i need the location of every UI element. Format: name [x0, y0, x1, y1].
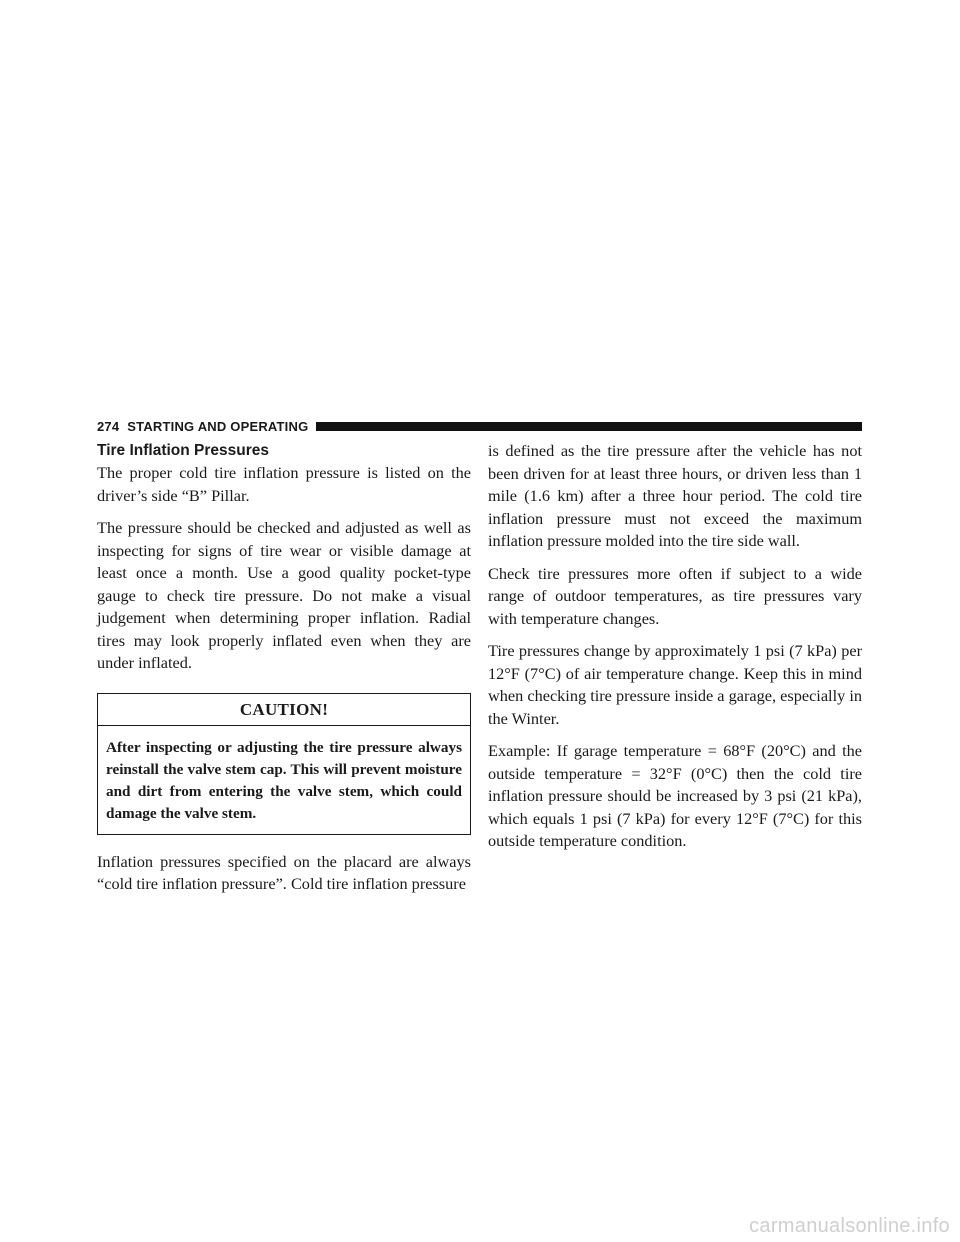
page-number: 274 — [97, 418, 120, 434]
right-column — [488, 440, 862, 863]
paragraph: Tire pressures change by approximately 1 psi (7 kPa) per 12°F (7°C) of air temperature change. Keep this in mind when checking tire pressure inside a garage, especially in the Winter. — [488, 641, 862, 728]
header-rule — [316, 422, 862, 431]
watermark: carmanualsonline.info — [749, 1215, 950, 1237]
paragraph: The pressure should be checked and adjusted as well as inspecting for signs of tire wear or visible damage at least once a month. Use a good quality pocket-type gauge to check tire pressure. Do not make a visual judgement when determining proper inflation. Radial tires may look properly inflated even when they are under inflated. — [97, 518, 471, 672]
caution-box — [97, 693, 471, 835]
section-title: STARTING AND OPERATING — [127, 418, 309, 434]
paragraph: Check tire pressures more often if subject to a wide range of outdoor temperatures, as tire pressures vary with temperature changes. — [488, 563, 862, 628]
left-column — [97, 440, 471, 906]
caution-title: CAUTION! — [98, 694, 470, 726]
paragraph: The proper cold tire inflation pressure is listed on the driver’s side “B” Pillar. — [97, 463, 471, 505]
section-heading: Tire Inflation Pressures — [97, 442, 269, 459]
paragraph: is defined as the tire pressure after the vehicle has not been driven for at least three hours, or driven less than 1 mile (1.6 km) after a three hour period. The cold tire inflation pressure must not exceed the maximum inflation pressure molded into the tire side wall. — [488, 441, 862, 550]
caution-body: After inspecting or adjusting the tire pressure always reinstall the valve stem cap. This will prevent moisture and dirt from entering the valve stem, which could damage the valve stem. — [106, 738, 462, 822]
paragraph: Inflation pressures specified on the placard are always “cold tire inflation pressure”. Cold tire inflation pressure — [97, 851, 471, 893]
page-header — [97, 418, 862, 434]
paragraph: Example: If garage temperature = 68°F (20°C) and the outside temperature = 32°F (0°C) then the cold tire inflation pressure should be increased by 3 psi (21 kPa), which equals 1 psi (7 kPa) for every 12°F (7°C) for this outside temperature condition. — [488, 741, 862, 850]
